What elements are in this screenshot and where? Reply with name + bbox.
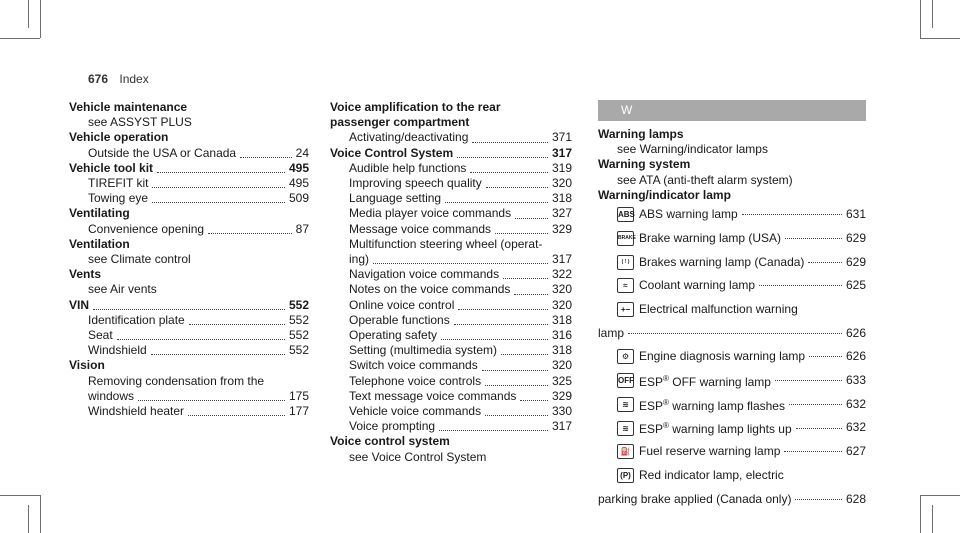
entry-text: Seat bbox=[88, 328, 113, 343]
crop-mark bbox=[920, 38, 960, 39]
entry-text: Telephone voice controls bbox=[349, 373, 482, 388]
index-subentry bbox=[69, 389, 309, 404]
lamp-entry bbox=[598, 250, 866, 274]
page-ref[interactable]: 175 bbox=[288, 388, 309, 403]
brake-circle-icon: ( ! ) bbox=[617, 255, 634, 270]
page-ref[interactable]: 629 bbox=[845, 254, 866, 269]
entry-text: ABS warning lamp bbox=[639, 207, 738, 222]
page-ref[interactable]: 316 bbox=[551, 328, 572, 343]
crop-mark bbox=[40, 495, 41, 533]
dot-leader bbox=[93, 309, 285, 310]
page-number: 676 bbox=[88, 72, 109, 86]
dot-leader bbox=[151, 354, 285, 355]
index-subentry bbox=[598, 142, 866, 157]
index-entry bbox=[598, 157, 866, 172]
entry-text: Improving speech quality bbox=[349, 176, 482, 191]
page-ref[interactable]: 329 bbox=[551, 388, 572, 403]
entry-text: parking brake applied (Canada only) bbox=[598, 491, 792, 506]
dot-leader bbox=[775, 380, 842, 381]
page-ref[interactable]: 627 bbox=[845, 444, 866, 459]
index-subentry bbox=[69, 374, 309, 389]
entry-text: Warning system bbox=[598, 157, 691, 172]
entry-text: Setting (multimedia system) bbox=[349, 343, 498, 358]
page-ref[interactable]: 318 bbox=[551, 312, 572, 327]
page-ref[interactable]: 509 bbox=[288, 191, 309, 206]
dot-leader bbox=[472, 142, 548, 143]
entry-text: Coolant warning lamp bbox=[639, 278, 756, 293]
entry-text: Outside the USA or Canada bbox=[88, 145, 237, 160]
page-ref[interactable]: 628 bbox=[845, 491, 866, 506]
index-subentry bbox=[330, 328, 572, 343]
index-entry bbox=[330, 434, 572, 449]
page-ref[interactable]: 320 bbox=[551, 297, 572, 312]
entry-text: Voice prompting bbox=[349, 419, 436, 434]
dot-leader bbox=[784, 451, 842, 452]
index-subentry bbox=[330, 130, 572, 145]
index-subentry bbox=[330, 358, 572, 373]
index-subentry bbox=[330, 161, 572, 176]
index-column-1 bbox=[69, 100, 309, 419]
page-ref[interactable]: 320 bbox=[551, 358, 572, 373]
index-subentry bbox=[330, 191, 572, 206]
index-subentry bbox=[69, 313, 309, 328]
entry-text: ing) bbox=[349, 252, 370, 267]
page-ref[interactable]: 177 bbox=[288, 404, 309, 419]
entry-text: Towing eye bbox=[88, 191, 149, 206]
dot-leader bbox=[515, 218, 548, 219]
page-ref[interactable]: 629 bbox=[845, 230, 866, 245]
index-entry bbox=[69, 237, 309, 252]
entry-text: Warning/indicator lamp bbox=[598, 187, 731, 202]
index-subentry bbox=[330, 252, 572, 267]
index-subentry bbox=[330, 313, 572, 328]
crop-mark bbox=[28, 505, 29, 533]
dot-leader bbox=[373, 263, 548, 264]
entry-text: Windshield heater bbox=[88, 404, 185, 419]
dot-leader bbox=[495, 233, 548, 234]
entry-text: Engine diagnosis warning lamp bbox=[639, 349, 806, 364]
crop-mark bbox=[920, 0, 921, 38]
entry-text: Audible help functions bbox=[349, 160, 467, 175]
lamp-entry bbox=[598, 369, 866, 393]
crop-mark bbox=[0, 495, 40, 496]
page-ref[interactable]: 325 bbox=[551, 373, 572, 388]
dot-leader bbox=[759, 285, 842, 286]
index-entry bbox=[330, 146, 572, 161]
dot-leader bbox=[796, 428, 842, 429]
dot-leader bbox=[485, 415, 548, 416]
index-subentry bbox=[69, 282, 309, 297]
battery-icon: +− bbox=[617, 302, 634, 317]
page-ref[interactable]: 371 bbox=[551, 130, 572, 145]
entry-text: Convenience opening bbox=[88, 221, 205, 236]
page-ref[interactable]: 24 bbox=[295, 145, 309, 160]
entry-text: TIREFIT kit bbox=[88, 176, 149, 191]
entry-text: see Voice Control System bbox=[349, 449, 487, 464]
section-title: Index bbox=[119, 72, 149, 86]
entry-text: Vision bbox=[69, 358, 105, 373]
entry-text: ESP® warning lamp flashes bbox=[639, 397, 785, 413]
entry-text: Notes on the voice commands bbox=[349, 282, 511, 297]
dot-leader bbox=[441, 339, 548, 340]
index-subentry bbox=[330, 419, 572, 434]
entry-text: see ATA (anti-theft alarm system) bbox=[617, 172, 793, 187]
index-subentry bbox=[330, 298, 572, 313]
dot-leader bbox=[520, 400, 548, 401]
index-column-3 bbox=[598, 100, 866, 511]
dot-leader bbox=[188, 415, 285, 416]
lamp-entry bbox=[598, 440, 866, 464]
dot-leader bbox=[742, 214, 842, 215]
dot-leader bbox=[208, 233, 292, 234]
index-entry bbox=[69, 358, 309, 373]
entry-text: ESP® OFF warning lamp bbox=[639, 374, 771, 390]
brake-icon: BRAKE bbox=[617, 231, 634, 246]
entry-text: Multifunction steering wheel (operat- bbox=[349, 236, 543, 251]
page-ref[interactable]: 87 bbox=[295, 221, 309, 236]
entry-text: Vehicle maintenance bbox=[69, 100, 188, 114]
index-subentry bbox=[330, 404, 572, 419]
page-ref[interactable]: 317 bbox=[551, 145, 572, 160]
dot-leader bbox=[628, 333, 842, 334]
entry-text: passenger compartment bbox=[330, 115, 470, 130]
lamp-entry bbox=[598, 227, 866, 251]
index-entry bbox=[69, 100, 309, 115]
page-ref[interactable]: 552 bbox=[288, 312, 309, 327]
page-ref[interactable]: 320 bbox=[551, 282, 572, 297]
fuel-icon: ⛽ bbox=[617, 444, 634, 459]
index-entry bbox=[69, 298, 309, 313]
dot-leader bbox=[501, 354, 548, 355]
parking-brake-icon: (P) bbox=[617, 468, 634, 483]
page-ref[interactable]: 330 bbox=[551, 404, 572, 419]
registered-mark: ® bbox=[663, 374, 669, 384]
lamp-entry bbox=[598, 321, 866, 345]
entry-text: VIN bbox=[69, 297, 90, 312]
page-ref[interactable]: 632 bbox=[845, 420, 866, 435]
lamp-entry bbox=[598, 416, 866, 440]
dot-leader bbox=[157, 172, 285, 173]
entry-text: lamp bbox=[598, 325, 625, 340]
page-ref[interactable]: 322 bbox=[551, 267, 572, 282]
dot-leader bbox=[789, 404, 842, 405]
lamp-entry bbox=[598, 203, 866, 227]
dot-leader bbox=[445, 202, 548, 203]
entry-text: see Warning/indicator lamps bbox=[617, 142, 768, 157]
entry-text: Media player voice commands bbox=[349, 206, 512, 221]
dot-leader bbox=[482, 370, 548, 371]
abs-icon: ABS bbox=[617, 207, 634, 222]
index-subentry bbox=[69, 222, 309, 237]
page-ref[interactable]: 632 bbox=[845, 396, 866, 411]
entry-text: Ventilating bbox=[69, 206, 130, 221]
entry-text: ESP® warning lamp lights up bbox=[639, 421, 792, 437]
index-subentry bbox=[69, 146, 309, 161]
index-entry bbox=[69, 267, 309, 282]
page-ref[interactable]: 631 bbox=[845, 207, 866, 222]
engine-icon: ⚙ bbox=[617, 349, 634, 364]
index-column-2 bbox=[330, 100, 572, 465]
dot-leader bbox=[503, 278, 548, 279]
page-ref[interactable]: 633 bbox=[845, 373, 866, 388]
dot-leader bbox=[138, 400, 285, 401]
entry-text: Removing condensation from the bbox=[88, 373, 265, 388]
dot-leader bbox=[240, 157, 292, 158]
entry-text: Identification plate bbox=[88, 312, 185, 327]
index-subentry bbox=[330, 389, 572, 404]
index-entry bbox=[330, 100, 572, 115]
entry-text: Fuel reserve warning lamp bbox=[639, 444, 781, 459]
entry-text: Switch voice commands bbox=[349, 358, 478, 373]
index-subentry bbox=[598, 173, 866, 188]
entry-text: Vehicle voice commands bbox=[349, 404, 482, 419]
page-ref[interactable]: 327 bbox=[551, 206, 572, 221]
registered-mark: ® bbox=[663, 421, 669, 431]
index-subentry bbox=[330, 282, 572, 297]
index-subentry bbox=[330, 222, 572, 237]
crop-mark bbox=[28, 0, 29, 28]
esp-icon: ≋ bbox=[617, 421, 634, 436]
entry-text: Operable functions bbox=[349, 312, 450, 327]
index-subentry bbox=[330, 206, 572, 221]
dot-leader bbox=[485, 385, 548, 386]
index-entry bbox=[330, 115, 572, 130]
registered-mark: ® bbox=[663, 397, 669, 407]
dot-leader bbox=[785, 238, 842, 239]
entry-text: Language setting bbox=[349, 191, 442, 206]
esp-off-icon: OFF bbox=[617, 373, 634, 388]
index-subentry bbox=[69, 404, 309, 419]
dot-leader bbox=[439, 430, 548, 431]
page-ref[interactable]: 552 bbox=[288, 297, 309, 312]
index-subentry bbox=[330, 267, 572, 282]
page-ref[interactable]: 320 bbox=[551, 176, 572, 191]
lamp-entry bbox=[598, 274, 866, 298]
index-subentry bbox=[69, 343, 309, 358]
index-subentry bbox=[330, 237, 572, 252]
entry-text: Windshield bbox=[88, 343, 147, 358]
entry-text: see ASSYST PLUS bbox=[88, 115, 192, 130]
page-ref[interactable]: 495 bbox=[288, 160, 309, 175]
entry-text: see Climate control bbox=[88, 252, 191, 267]
entry-text: Vehicle operation bbox=[69, 130, 169, 145]
page-ref[interactable]: 626 bbox=[845, 325, 866, 340]
entry-text: Text message voice commands bbox=[349, 388, 517, 403]
dot-leader bbox=[514, 294, 548, 295]
dot-leader bbox=[454, 324, 548, 325]
entry-text: Message voice commands bbox=[349, 221, 492, 236]
dot-leader bbox=[189, 324, 285, 325]
letter-heading: W bbox=[598, 100, 866, 121]
index-subentry bbox=[69, 191, 309, 206]
page-ref[interactable]: 552 bbox=[288, 328, 309, 343]
dot-leader bbox=[458, 309, 548, 310]
page-ref[interactable]: 625 bbox=[845, 278, 866, 293]
page-header bbox=[88, 72, 149, 86]
page-ref[interactable]: 552 bbox=[288, 343, 309, 358]
entry-text: Online voice control bbox=[349, 297, 455, 312]
lamp-entry bbox=[598, 487, 866, 511]
lamp-entry bbox=[598, 298, 866, 322]
crop-mark bbox=[40, 0, 41, 38]
lamp-entry bbox=[598, 464, 866, 488]
index-subentry bbox=[69, 176, 309, 191]
lamp-entry bbox=[598, 345, 866, 369]
entry-text: Vents bbox=[69, 267, 102, 282]
esp-icon: ≋ bbox=[617, 397, 634, 412]
entry-text: Vehicle tool kit bbox=[69, 160, 154, 175]
entry-text: Red indicator lamp, electric bbox=[639, 467, 784, 482]
dot-leader bbox=[152, 187, 285, 188]
entry-text: see Air vents bbox=[88, 282, 157, 297]
entry-text: windows bbox=[88, 388, 135, 403]
dot-leader bbox=[808, 262, 842, 263]
crop-mark bbox=[932, 0, 933, 28]
dot-leader bbox=[117, 339, 285, 340]
crop-mark bbox=[920, 495, 960, 496]
entry-text: Brake warning lamp (USA) bbox=[639, 230, 782, 245]
page-ref[interactable]: 317 bbox=[551, 419, 572, 434]
page-ref[interactable]: 318 bbox=[551, 191, 572, 206]
index-entry bbox=[598, 127, 866, 142]
crop-mark bbox=[0, 38, 40, 39]
index-subentry bbox=[69, 252, 309, 267]
page-ref[interactable]: 318 bbox=[551, 343, 572, 358]
lamp-entry bbox=[598, 393, 866, 417]
entry-text: Voice control system bbox=[330, 434, 450, 449]
index-subentry bbox=[69, 328, 309, 343]
entry-text: Electrical malfunction warning bbox=[639, 302, 798, 316]
dot-leader bbox=[809, 356, 842, 357]
index-subentry bbox=[69, 115, 309, 130]
crop-mark bbox=[932, 505, 933, 533]
index-entry bbox=[69, 206, 309, 221]
index-entry bbox=[69, 161, 309, 176]
page-ref[interactable]: 319 bbox=[551, 160, 572, 175]
entry-text: Voice Control System bbox=[330, 145, 454, 160]
entry-text: Warning lamps bbox=[598, 127, 684, 141]
crop-mark bbox=[920, 495, 921, 533]
dot-leader bbox=[457, 157, 548, 158]
index-entry bbox=[598, 188, 866, 203]
entry-text: Activating/deactivating bbox=[349, 130, 469, 145]
entry-text: Operating safety bbox=[349, 328, 438, 343]
page-ref[interactable]: 626 bbox=[845, 349, 866, 364]
entry-text: Voice amplification to the rear bbox=[330, 100, 501, 114]
index-subentry bbox=[330, 450, 572, 465]
entry-text: Navigation voice commands bbox=[349, 267, 500, 282]
index-entry bbox=[69, 130, 309, 145]
dot-leader bbox=[795, 499, 842, 500]
index-subentry bbox=[330, 374, 572, 389]
page-ref[interactable]: 329 bbox=[551, 221, 572, 236]
page-ref[interactable]: 317 bbox=[551, 252, 572, 267]
dot-leader bbox=[470, 172, 548, 173]
dot-leader bbox=[486, 187, 548, 188]
dot-leader bbox=[152, 202, 285, 203]
entry-text: Ventilation bbox=[69, 236, 130, 251]
index-subentry bbox=[330, 343, 572, 358]
page-ref[interactable]: 495 bbox=[288, 176, 309, 191]
entry-text: Brakes warning lamp (Canada) bbox=[639, 254, 805, 269]
index-subentry bbox=[330, 176, 572, 191]
coolant-icon: ≈ bbox=[617, 278, 634, 293]
